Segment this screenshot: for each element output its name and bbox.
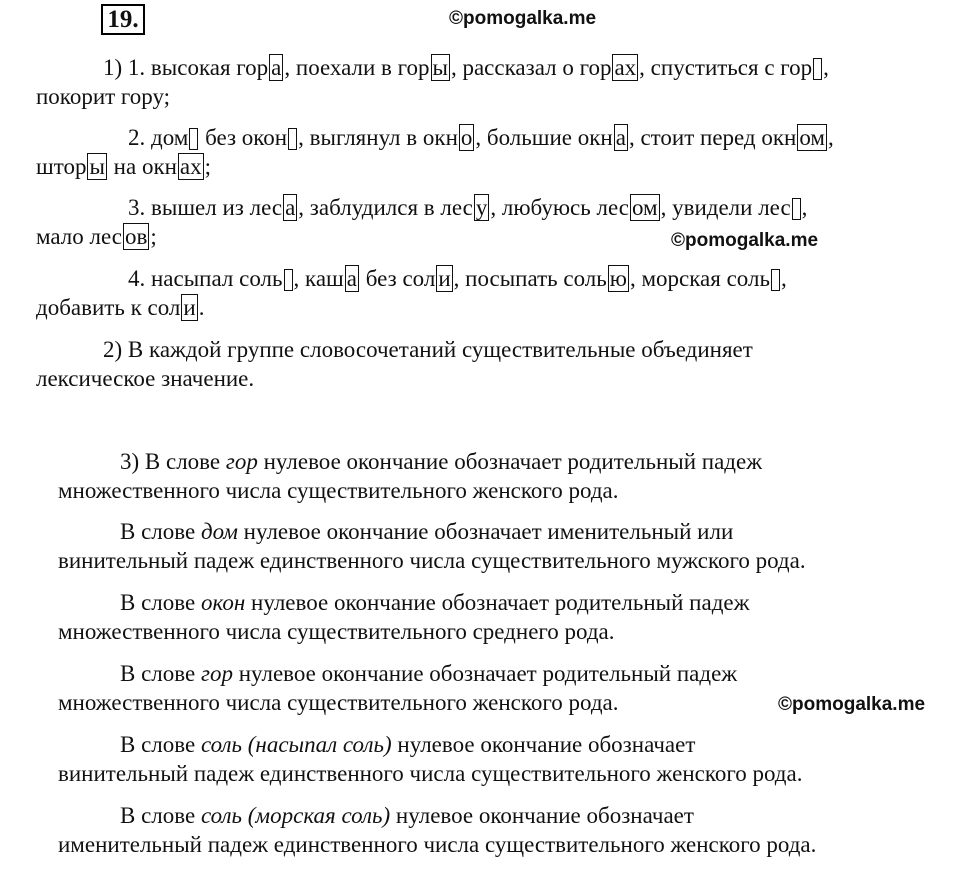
italic-word: окон	[200, 590, 246, 615]
word: без окон	[205, 125, 288, 150]
ending-box: ом	[799, 125, 825, 150]
word: вышел из лес	[151, 195, 283, 220]
lead-text: В слове	[120, 590, 196, 615]
group1-line1: 1) 1. высокая гор а , поехали в гор ы , рассказал о гор ах , спуститься с гор ,	[103, 55, 829, 80]
italic-word: соль (насыпал соль)	[200, 732, 392, 757]
zero-ending-box	[288, 128, 297, 150]
word: насыпал соль	[151, 266, 283, 291]
zero-ending-box	[189, 128, 198, 150]
part3-p1-line2: множественного числа существительного женского рода.	[58, 478, 619, 503]
body-text: нулевое окончание обозначает родительный падеж	[263, 449, 763, 474]
group4-prefix: 4.	[128, 266, 146, 291]
word: любуюсь лес	[501, 195, 629, 220]
part3-p4-line2: множественного числа существительного женского рода.	[58, 690, 619, 715]
word: без сол	[365, 266, 436, 291]
italic-word: дом	[200, 519, 238, 544]
word: рассказал о гор	[462, 55, 612, 80]
body-text: нулевое окончание обозначает именительный или	[243, 519, 734, 544]
part3-p6-line1	[120, 801, 694, 831]
word: стоит перед окн	[640, 125, 797, 150]
watermark-top: ©pomogalka.me	[449, 8, 597, 29]
lead-text: В слове	[120, 803, 196, 828]
ending-box: у	[475, 195, 488, 220]
word: спуститься с гор	[650, 55, 813, 80]
exercise-number: 19.	[101, 4, 145, 35]
group3-prefix: 3.	[128, 195, 146, 220]
part3-p5-line2: винительный падеж единственного числа существительного женского рода.	[58, 761, 803, 786]
ending-box: и	[183, 295, 196, 320]
word: добавить к сол	[36, 295, 181, 320]
word: дом	[151, 125, 189, 150]
ending-box: а	[285, 195, 296, 220]
word: мало лес	[36, 224, 123, 249]
lead-text: В слове	[120, 519, 196, 544]
ending-box: а	[615, 125, 626, 150]
ending-box: ах	[179, 154, 202, 179]
zero-ending-box	[284, 269, 293, 291]
part3-p1-line1	[120, 447, 762, 477]
italic-word: гор	[200, 661, 233, 686]
zero-ending-box	[792, 198, 801, 220]
group2-prefix: 2.	[128, 125, 146, 150]
lead-text: В слове	[120, 732, 196, 757]
watermark-middle: ©pomogalka.me	[671, 230, 819, 251]
body-text: нулевое окончание обозначает	[395, 803, 694, 828]
italic-word: соль (морская соль)	[200, 803, 391, 828]
word: морская соль	[641, 266, 770, 291]
word: заблудился в лес	[309, 195, 473, 220]
ending-box: ах	[614, 55, 637, 80]
punctuation: ;	[150, 224, 157, 249]
group1-prefix: 1) 1.	[103, 55, 146, 80]
zero-ending-box	[771, 269, 780, 291]
part3-p5-line1	[120, 730, 695, 760]
group1-line2	[36, 82, 170, 112]
group2-line2	[36, 152, 211, 182]
part3-p3-line1	[120, 588, 750, 618]
part3-p2-line2: винительный падеж единственного числа существительного мужского рода.	[58, 548, 806, 573]
punctuation: .	[198, 295, 205, 320]
part3-p3-line2: множественного числа существительного среднего рода.	[58, 619, 615, 644]
word: каш	[305, 266, 344, 291]
punctuation: ;	[204, 154, 212, 179]
word: увидели лес	[672, 195, 791, 220]
group3-line2	[36, 222, 157, 252]
italic-word: гор	[225, 449, 258, 474]
word: штор	[36, 154, 87, 179]
word: высокая гор	[150, 55, 269, 80]
word: большие окн	[486, 125, 613, 150]
ending-box: ы	[89, 154, 105, 179]
ending-box: ом	[631, 195, 658, 220]
group4-line1: 4. насыпал соль , каш а без сол и , посыпать соль ю , морская соль ,	[128, 266, 787, 291]
group4-line2	[36, 293, 204, 323]
group3-line1: 3. вышел из лес а , заблудился в лес у , любуюсь лес ом , увидели лес ,	[128, 195, 808, 220]
lead-text: 3) В слове	[120, 449, 221, 474]
group2-line1: 2. дом без окон , выглянул в окн о , большие окн а , стоит перед окн ом ,	[128, 125, 834, 150]
lead-text: В слове	[120, 661, 196, 686]
body-text: нулевое окончание обозначает	[397, 732, 696, 757]
ending-box: и	[438, 266, 451, 291]
watermark-bottom: ©pomogalka.me	[778, 694, 926, 715]
word: выглянул в окн	[309, 125, 458, 150]
word: на окн	[113, 154, 177, 179]
ending-box: ы	[432, 55, 448, 80]
zero-ending-box	[813, 58, 822, 80]
body-text: нулевое окончание обозначает родительный падеж	[238, 661, 738, 686]
part2-line2: лексическое значение.	[36, 366, 255, 391]
part3-p6-line2: именительный падеж единственного числа существительного женского рода.	[58, 832, 817, 857]
part3-p4-line1	[120, 659, 737, 689]
ending-box: ю	[609, 266, 627, 291]
part3-p2-line1	[120, 517, 733, 547]
word: покорит гору;	[36, 84, 171, 109]
word: поехали в гор	[295, 55, 430, 80]
word: посыпать соль	[465, 266, 607, 291]
ending-box: ов	[125, 224, 148, 249]
ending-box: а	[271, 55, 282, 80]
part2-line1: 2) В каждой группе словосочетаний существительные объединяет	[103, 337, 753, 362]
ending-box: о	[460, 125, 473, 150]
ending-box: а	[346, 266, 357, 291]
body-text: нулевое окончание обозначает родительный падеж	[251, 590, 750, 615]
